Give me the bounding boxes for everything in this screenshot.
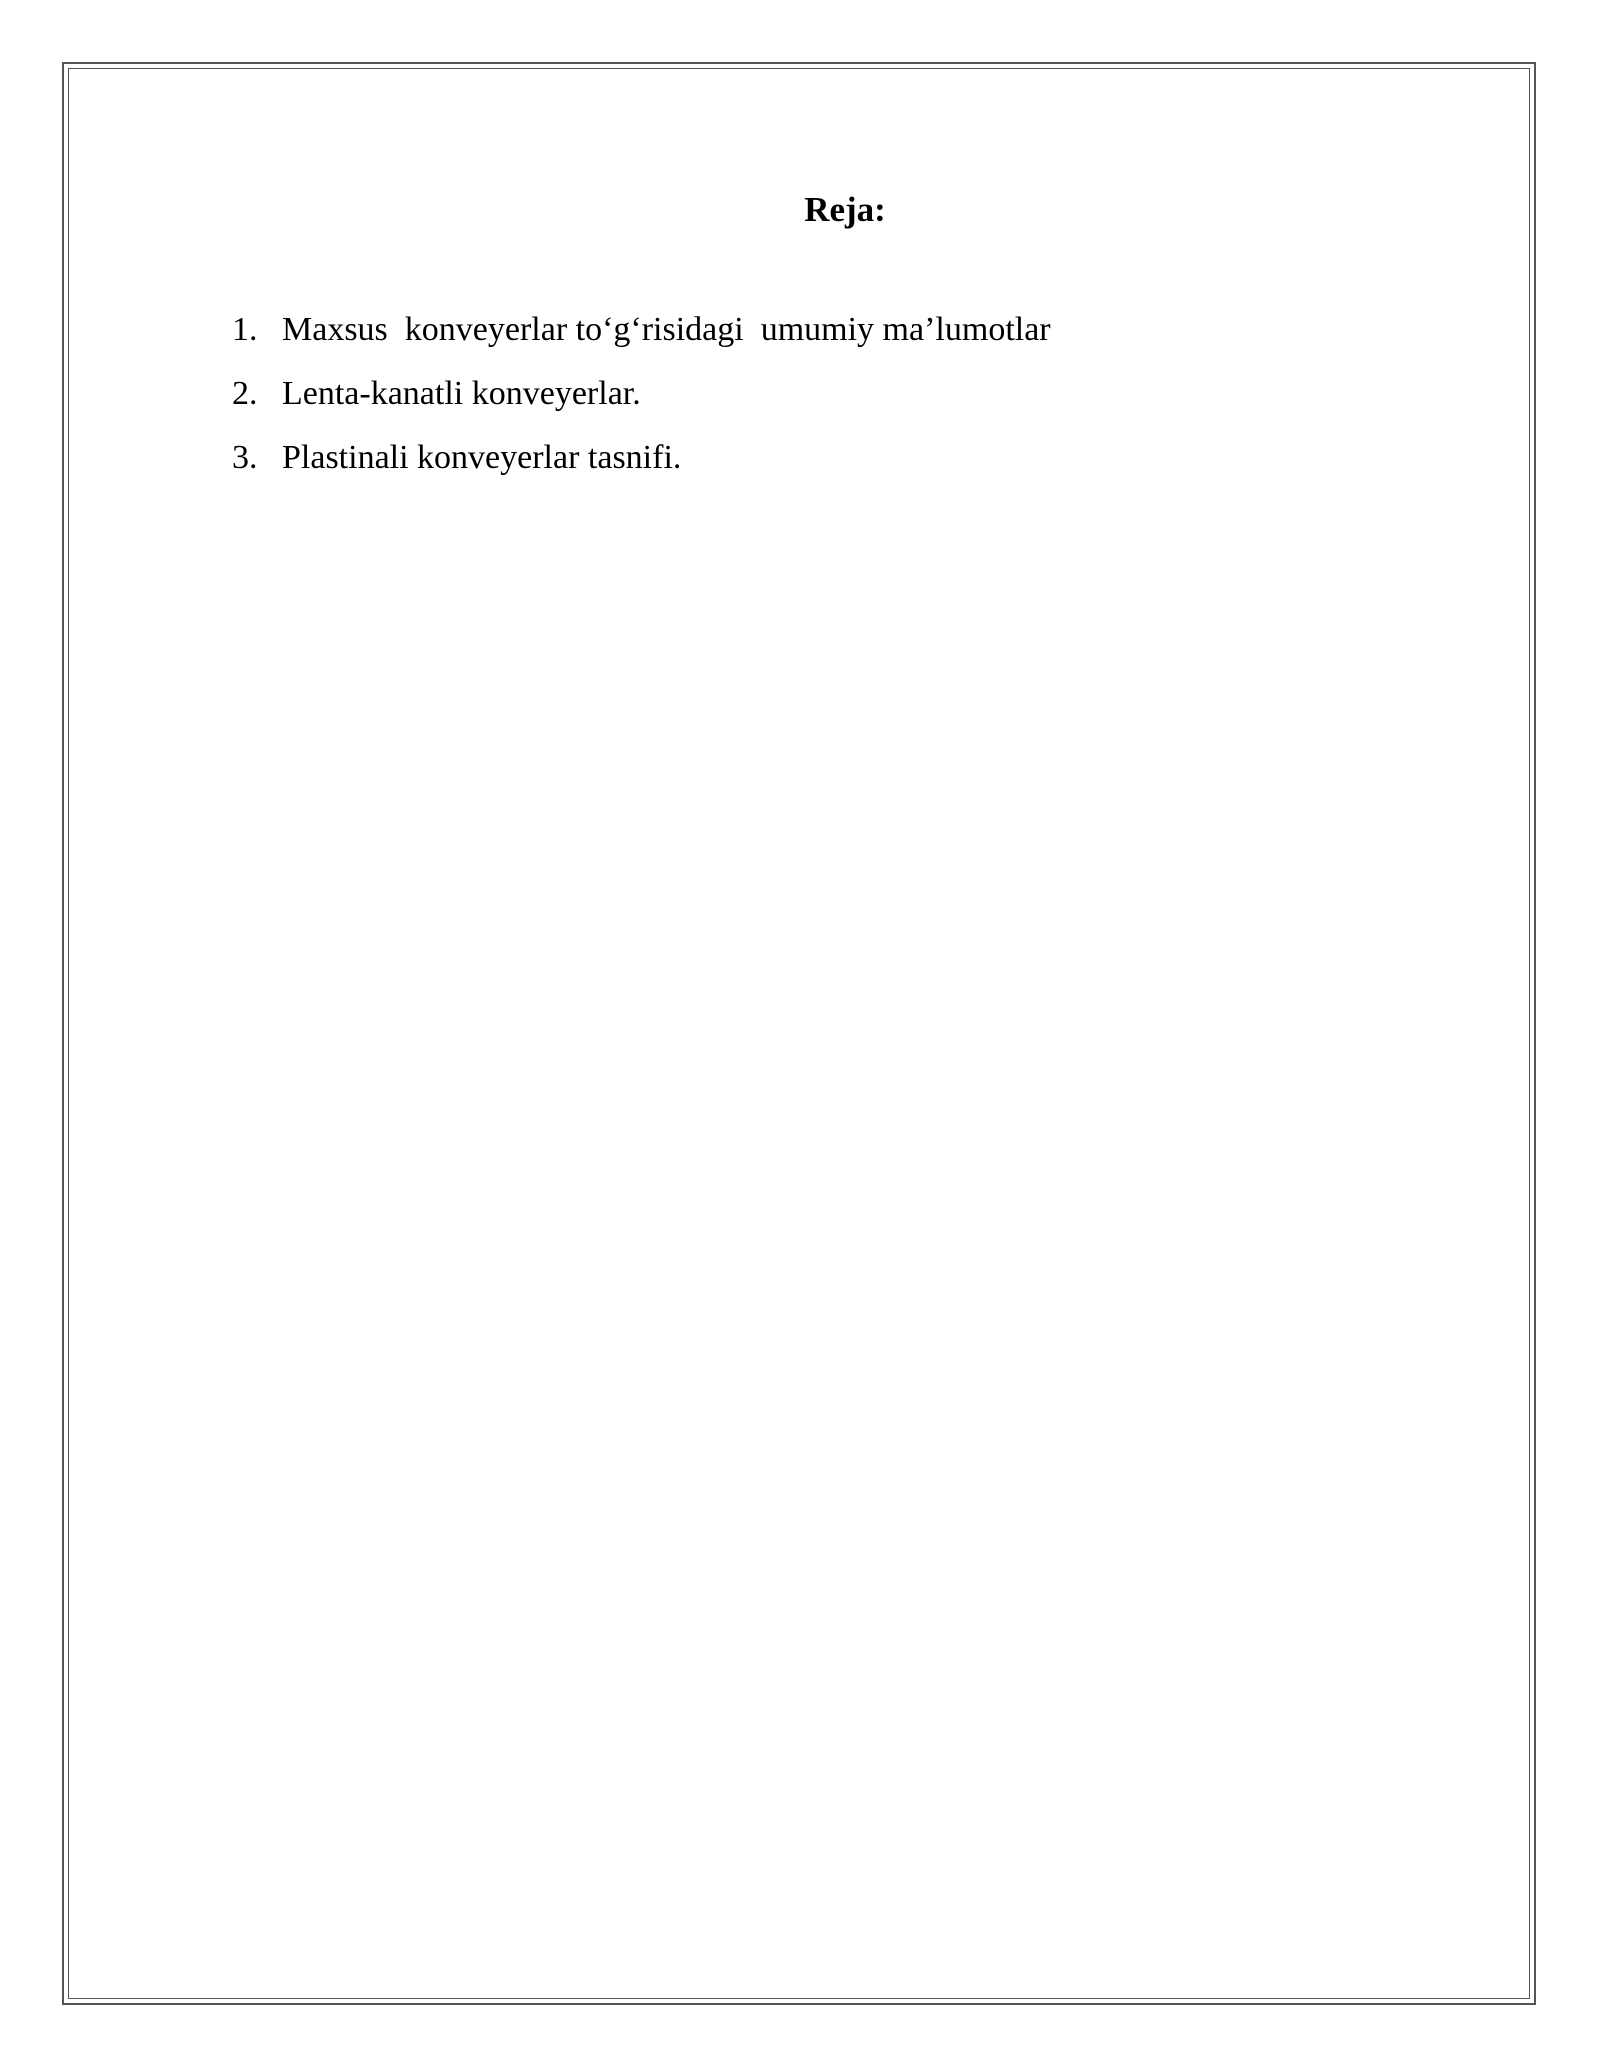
list-item-number: 2.: [232, 375, 258, 412]
list-item: [232, 426, 1051, 490]
list-item-number: 1.: [232, 311, 258, 348]
page-title: Reja:: [804, 190, 886, 229]
list-item: [232, 298, 1051, 362]
plan-list: [232, 298, 1051, 490]
list-item-text: Plastinali konveyerlar tasnifi.: [282, 439, 682, 476]
list-item-text: Lenta-kanatli konveyerlar.: [282, 375, 641, 412]
list-item: [232, 362, 1051, 426]
list-item-text: Maxsus konveyerlar to‘g‘risidagi umumiy ma’lumotlar: [282, 311, 1051, 348]
list-item-number: 3.: [232, 439, 258, 476]
